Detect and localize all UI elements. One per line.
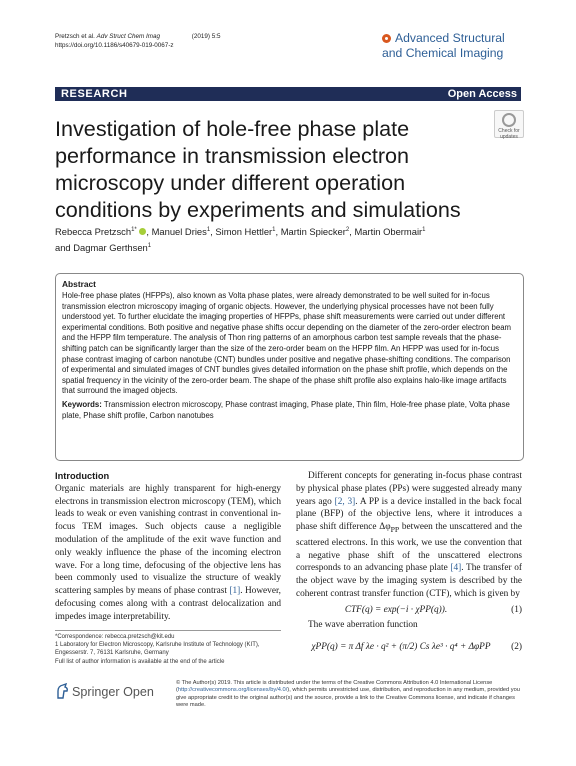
citation-journal: Adv Struct Chem Imag	[96, 33, 160, 40]
check-for-updates-button[interactable]	[494, 110, 524, 138]
author-name[interactable]: Martin Obermair	[354, 226, 423, 238]
orcid-icon[interactable]	[139, 228, 146, 235]
keywords-label: Keywords:	[62, 399, 102, 409]
author-sup: 2	[345, 227, 350, 233]
check-updates-label: Check for updates	[498, 128, 520, 140]
keywords	[62, 400, 517, 421]
equation-number: (1)	[511, 604, 522, 615]
springer-horse-icon	[55, 683, 69, 699]
citation-link[interactable]: [1]	[229, 586, 241, 597]
author-sup: 1	[422, 227, 426, 233]
update-icon	[502, 113, 516, 127]
article-type-banner	[55, 87, 521, 101]
abstract-heading: Abstract	[62, 279, 96, 289]
journal-name[interactable]	[382, 31, 505, 61]
author-name[interactable]: Rebecca Pretzsch	[55, 226, 132, 238]
journal-logo-icon	[382, 34, 391, 43]
keywords-text: Transmission electron microscopy, Phase contrast imaging, Phase plate, Thin film, Hole-free phase plate, Volta phase plate, Phase shift profile, Carbon nanotubes	[62, 399, 510, 420]
citation-link[interactable]: [2, 3]	[334, 496, 356, 507]
text-run: . A PP is a device installed in the back focal plane (BFP) of the objective lens, where it introduces a phase shift difference Δφ	[296, 496, 523, 533]
correspondence[interactable]: *Correspondence: rebecca.pretzsch@kit.edu	[55, 634, 175, 640]
citation-link[interactable]: [4]	[450, 563, 462, 574]
body-column-left	[55, 470, 281, 624]
license-part: ), which permits unrestricted use, distribution, and reproduction in any medium, provided you give appropriate credit to the original author(s) and the source, provide a link to the Creative Commons license, and indicate if changes were made.	[176, 687, 520, 709]
author-sup: 1	[272, 227, 276, 233]
license-link[interactable]: http://creativecommons.org/licenses/by/4.0/	[177, 687, 288, 694]
doi-link[interactable]: https://doi.org/10.1186/s40679-019-0067-z	[55, 42, 174, 49]
equation-2	[296, 638, 522, 656]
journal-line1: Advanced Structural	[395, 31, 505, 45]
equation-number: (2)	[511, 641, 522, 652]
author-list: Rebecca Pretzsch$^{1*}$ , Manuel Dries$^1$, Simon Hettler$^1$, Martin Spiecker$^2$, Martin Obermair$^1$ and Dagmar Gerthsen$^1$	[55, 226, 426, 254]
equation-body: CTF(q) = exp(−i · χPP(q)).	[344, 604, 448, 615]
text-run: . However, defocusing comes along with a contrast delocalization and impedes image interpretability.	[55, 586, 281, 622]
citation-authors: Pretzsch et al.	[55, 33, 95, 40]
abstract-text: Hole-free phase plates (HFPPs), also known as Volta phase plates, were already demonstrated to be well suited for in-focus transmission electron microscopy imaging of organic objects. However, the underlying physical processes have not been fully understood yet. To further elucidate the imaging properties of HFPPs, phase shift measurements were carried out under different experimental conditions. Both positive and negative phase shifts occur depending on the diameter of the zero-order electron beam and the HFPP film temperature. The analysis of Thon ring patterns of an amorphous carbon test sample reveals that the phase-shifting patch can be significantly larger than the size of the zero-order beam on the HFPP film. An HFPP was used for in-focus phase contrast imaging of carbon nanotube (CNT) bundles under positive and negative phase-shifting conditions. The comparison of experimental and simulated images of CNT bundles gives detailed information on the phase shift profile, which depends on the spatial frequency in the vicinity of the zero-order beam. The shape of the phase shift profile also explains halo-like image artifacts that surround the imaged objects.	[62, 291, 512, 396]
publisher-logo[interactable]	[55, 683, 154, 699]
equation-1	[296, 601, 522, 619]
aberration-text: The wave aberration function	[308, 619, 418, 630]
article-type: RESEARCH	[61, 88, 128, 100]
intro-paragraph-1	[55, 483, 281, 624]
author-name[interactable]: Simon Hettler	[215, 226, 273, 238]
equation-body: χPP(q) = π Δf λe · q² + (π/2) Cs λe³ · q⁴ + ΔφPP	[311, 641, 491, 652]
author-sup: 1	[206, 227, 211, 233]
running-header	[55, 32, 220, 50]
text-run: Organic materials are highly transparent for high-energy electrons in transmission electron microscopy (TEM), which leads to weak or even vanishing contrast in conventional in-focus TEM images. Such objects cause a negligible modulation of the amplitude of the exit wave function and only weakly influence the phase of the incoming electron wave. For a long time, defocusing of the objective lens has been commonly used to visualize the structure of weakly scattering samples by means of phase contrast	[55, 483, 281, 597]
license-part: © The Author(s) 2019. This article is distributed under the terms of the Creative Commons Attribution 4.0 International License (	[176, 680, 493, 694]
abstract-box	[55, 273, 524, 461]
open-access-label: Open Access	[447, 88, 517, 100]
author-name[interactable]: Martin Spiecker	[280, 226, 346, 238]
text-run: between the unscattered and the scattered electrons. In this work, we use the convention that a negative phase shift of the unscattered electrons corresponds to an advancing phase plate	[296, 522, 522, 574]
license-text	[176, 680, 522, 710]
text-run: Different concepts for generating in-focus phase contrast by physical phase plates (PPs) were suggested already many years ago	[296, 471, 522, 507]
body-column-right	[296, 470, 522, 656]
publisher-name: Springer Open	[72, 685, 154, 699]
author-name[interactable]: Dagmar Gerthsen	[73, 242, 148, 254]
author-name[interactable]: Manuel Dries	[151, 226, 207, 238]
author-sup: 1*	[131, 227, 137, 233]
intro-paragraph-2	[296, 470, 522, 601]
author-sup: 1	[147, 243, 152, 250]
citation-year: (2019) 5:5	[191, 33, 221, 40]
footnotes	[55, 630, 281, 666]
article-title: Investigation of hole-free phase plate performance in transmission electron microscopy under different operation conditions by experiments and simulations	[55, 116, 461, 222]
full-list-note: Full list of author information is available at the end of the article	[55, 658, 225, 665]
text-run: . The transfer of the object wave by the imaging system is described by the coherent contrast transfer function (CTF), which is given by	[296, 563, 522, 600]
affiliation: 1 Laboratory for Electron Microscopy, Karlsruhe Institute of Technology (KIT), Engesserstr. 7, 76131 Karlsruhe, Germany	[55, 642, 260, 657]
journal-line2: and Chemical Imaging	[382, 46, 504, 60]
subscript: PP	[390, 525, 400, 535]
section-heading: Introduction	[55, 471, 110, 481]
